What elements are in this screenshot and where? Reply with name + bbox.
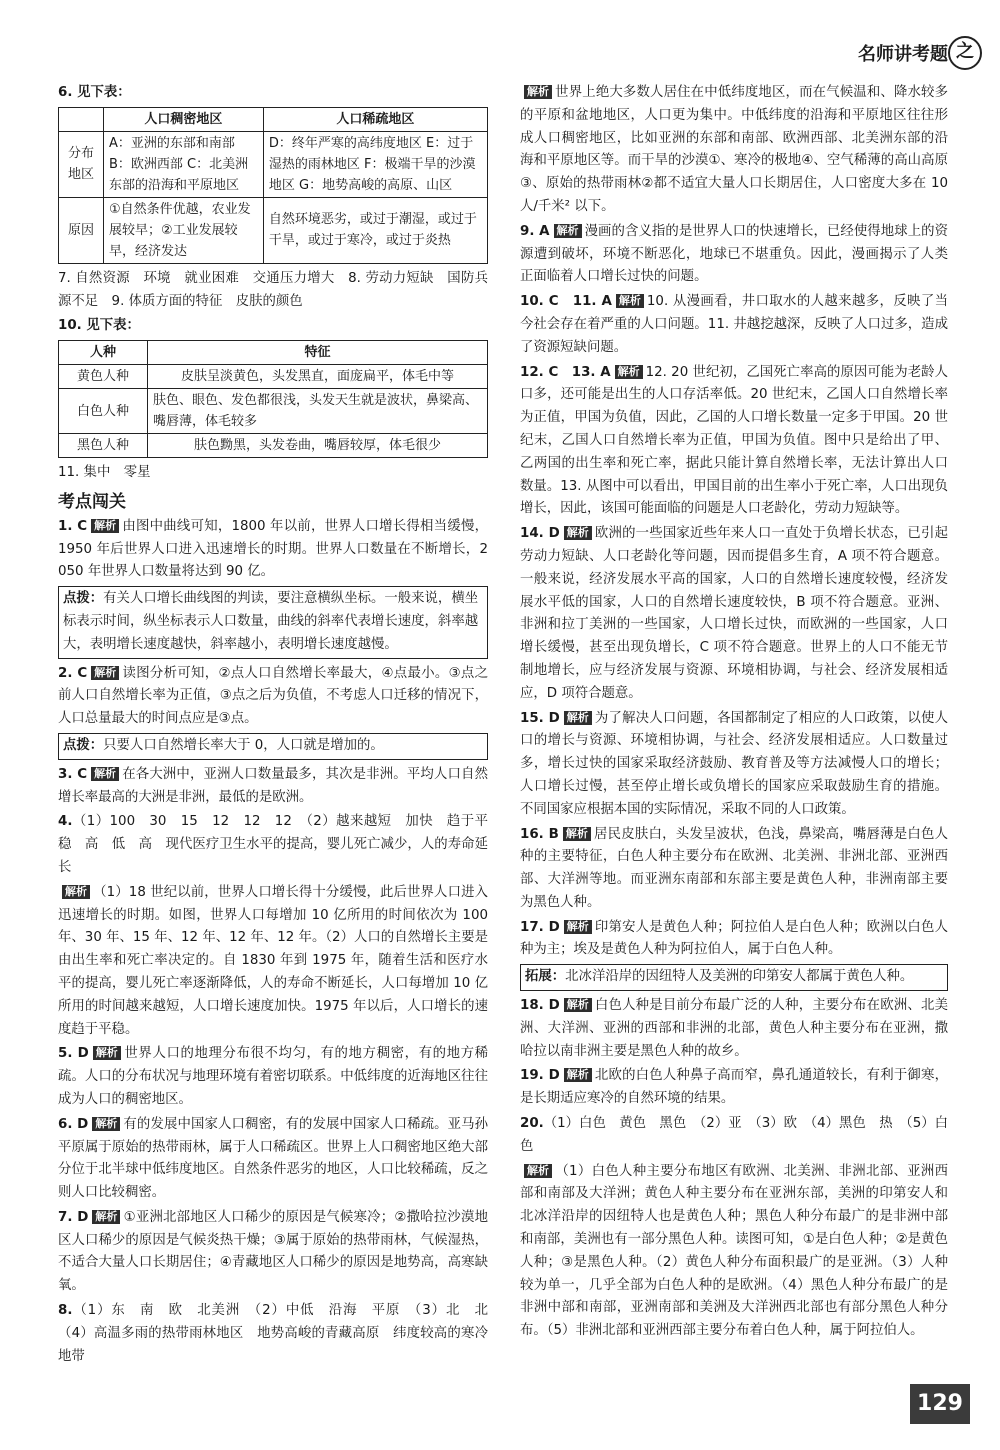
extension-box: 拓展：北冰洋沿岸的因纽特人及美洲的印第安人都属于黄色人种。 [520,964,948,991]
jiexi-tag: 解析 [564,526,592,540]
jiexi-tag: 解析 [616,294,644,308]
answer-4-explanation: 解析 （1）18 世纪以前，世界人口增长得十分缓慢，此后世界人口进入迅速增长的时期。如图，世界人口每增加 10 亿所用的时间依次为 100 年、30 年、15 年、12 年、12 年、12 年。（2）人口的自然增长主要是由出生率和死亡率决定的。自 1830 年到 1975 年，随着生活和医疗水平的提高，婴儿死亡率逐渐降低，人的寿命不断延长，人口每增加 10 亿所用的时间越来越短，人口增长速度加快。1975 年以后，人口增长的速度趋于平稳。 [58,884,488,1037]
jiexi-tag: 解析 [91,666,119,680]
answer-15: 15. D 解析 为了解决人口问题，各国都制定了相应的人口政策，以使人口的增长与资源、环境相协调，与社会、经济发展相适应。人口数量过多，增长过快的国家采取经济鼓励、教育普及等方法减慢人口的增长；人口增长过慢，甚至停止增长或负增长的国家应采取鼓励生育的措施。不同国家应根据本国的实际情况，采取不同的人口政策。 [520,710,949,817]
q7-answer: 7. 自然资源 环境 就业困难 交通压力增大 8. 劳动力短缺 国防兵源不足 9. 体质方面的特征 皮肤的颜色 [58,270,488,309]
q11-answer: 11. 集中 零星 [58,465,151,481]
cell-sparse-areas: D：终年严寒的高纬度地区 E：过于湿热的雨林地区 F：极端干旱的沙漠地区 G：地势高峻的高原、山区 [263,131,487,197]
answer-20-explanation: 解析 （1）白色人种主要分布地区有欧洲、北美洲、非洲北部、亚洲西部和南部及大洋洲；黄色人种主要分布在亚洲东部，美洲的印第安人和北冰洋沿岸的因纽特人也是黄色人种；黑色人种分布最广的是非洲中部和南部，美洲也有一部分黑色人种。读图可知，①是白色人种；②是黄色人种；③是黑色人种。（2）黄色人种分布面积最广的是亚洲。（3）人种较为单一，几乎全部为白色人种的是欧洲。（4）黑色人种分布最广的是非洲中部和南部，亚洲南部和美洲及大洋洲西北部也有部分黑色人种分布。（5）非洲北部和亚洲西部主要分布着白色人种，属于阿拉伯人。 [520,1163,948,1339]
answer-12-13: 12. C 13. A 解析 12. 20 世纪初，乙国死亡率高的原因可能为老龄人口多，还可能是出生的人口存活率低。20 世纪末，乙国人口自然增长率为正值，甲国为负值，因此，乙国的人口增长数量一定多于甲国。20 世纪末，乙国人口自然增长率为正值，甲国为负值。图中只是给出了甲、乙两国的出生率和死亡率，据此只能计算自然增长率，无法计算出人口数量。13. 从图中可以看出，甲国目前的出生率小于死亡率，人口出现负增长，因此，该国可能面临的问题是人口老龄化，劳动力短缺等。 [520,364,948,517]
answer-4: 4.（1）100 30 15 12 12 12 （2）越来越短 加快 趋于平稳 高 低 高 现代医疗卫生水平的提高，婴儿死亡减少，人的寿命延长 [58,814,488,875]
jiexi-tag: 解析 [91,767,119,781]
answer-8-explanation: 解析 世界上绝大多数人居住在中低纬度地区，而在气候温和、降水较多的平原和盆地地区，人口更为集中。中低纬度的沿海和平原地区往往形成人口稠密地区，比如亚洲的东部和南部、欧洲西部、北美洲东部的沿海和平原地区等。而干旱的沙漠①、寒冷的极地④、空气稀薄的高山高原③、原始的热带雨林②都不适宜大量人口长期居住，人口密度大多在 10 人/千米² 以下。 [520,85,948,214]
jiexi-tag: 解析 [564,711,592,725]
answer-17: 17. D 解析 印第安人是黄色人种；阿拉伯人是白色人种；欧洲以白色人种为主；埃及是黄色人种为阿拉伯人，属于白色人种。 [520,919,949,958]
feature-black: 肤色黝黑，头发卷曲，嘴唇较厚，体毛很少 [148,434,488,458]
jiexi-tag: 解析 [564,998,592,1012]
tip-box-1: 点拨：有关人口增长曲线图的判读，要注意横纵坐标。一般来说，横坐标表示时间，纵坐标表示人口数量，曲线的斜率代表增长速度，斜率越大，表明增长速度越快，斜率越小，表明增长速度越慢。 [58,586,488,658]
tip-box-2: 点拨：只要人口自然增长率大于 0，人口就是增加的。 [58,733,488,760]
answer-10-11: 10. C 11. A 解析 10. 从漫画看，井口取水的人越来越多，反映了当今社会存在着严重的人口问题。11. 井越挖越深，反映了人口过多，造成了资源短缺问题。 [520,294,948,355]
answer-1: 1. C 解析 由图中曲线可知，1800 年以前，世界人口增长得相当缓慢，1950 年后世界人口进入迅速增长的时期。世界人口数量在不断增长，2050 年世界人口数量将达到 90 亿。 [58,518,488,580]
cell-dense-reason: ①自然条件优越，农业发展较早；②工业发展较早，经济发达 [104,197,264,263]
answer-7: 7. D 解析 ①亚洲北部地区人口稀少的原因是气候寒冷；②撒哈拉沙漠地区人口稀少的原因是气候炎热干燥；③属于原始的热带雨林，气候湿热，不适合大量人口长期居住；④青藏地区人口稀少的原因是地势高，高寒缺氧。 [58,1209,488,1294]
section-title: 考点闯关 [58,491,126,512]
answer-6: 6. D 解析 有的发展中国家人口稠密，有的发展中国家人口稀疏。亚马孙平原属于原始的热带雨林，属于人口稀疏区。世界上人口稠密地区绝大部分位于北半球中低纬度地区。自然条件恶劣的地区，人口比较稀疏，反之则人口比较稠密。 [58,1116,489,1201]
jiexi-tag: 解析 [615,365,643,379]
jiexi-tag: 解析 [524,1164,552,1178]
table-head-sparse: 人口稀疏地区 [263,107,487,131]
cell-sparse-reason: 自然环境恶劣，或过于潮湿，或过于干旱，或过于寒冷，或过于炎热 [263,197,487,263]
answer-5: 5. D 解析 世界人口的地理分布很不均匀，有的地方稠密，有的地方稀疏。人口的分布状况与地理环境有着密切联系。中低纬度的近海地区往往成为人口的稠密地区。 [58,1046,489,1107]
race-table [58,340,488,458]
jiexi-tag: 解析 [62,885,90,899]
jiexi-tag: 解析 [92,1210,120,1224]
feature-head: 特征 [148,341,488,365]
jiexi-tag: 解析 [524,85,552,99]
row-label-reason: 原因 [59,197,104,263]
q6-intro: 6. 见下表： [58,85,131,100]
race-white: 白色人种 [59,389,148,434]
answer-19: 19. D 解析 北欧的白色人种鼻子高而窄，鼻孔通道较长，有利于御寒，是长期适应寒冷的自然环境的结果。 [520,1068,949,1107]
feature-white: 肤色、眼色、发色都很浅，头发天生就是波状，鼻梁高、嘴唇薄，体毛较多 [148,389,488,434]
feature-yellow: 皮肤呈淡黄色，头发黑直，面庞扁平，体毛中等 [148,365,488,389]
answer-9: 9. A 解析 漫画的含义指的是世界人口的快速增长，已经使得地球上的资源遭到破坏，环境不断恶化，地球已不堪重负。因此，漫画揭示了人类正面临着人口增长过快的问题。 [520,223,949,285]
answer-18: 18. D 解析 白色人种是目前分布最广泛的人种，主要分布在欧洲、北美洲、大洋洲、亚洲的西部和非洲的北部，黄色人种主要分布在亚洲，撒哈拉以南非洲主要是黑色人种的故乡。 [520,998,949,1059]
page-number: 129 [910,1384,970,1424]
answer-14: 14. D 解析 欧洲的一些国家近些年来人口一直处于负增长状态，已引起劳动力短缺、人口老龄化等问题，因而提倡多生育，A 项不符合题意。一般来说，经济发展水平高的国家，人口的自然增长速度较慢，经济发展水平低的国家，人口的自然增长速度较快，B 项不符合题意。亚洲、非洲和拉丁美洲的一些国家，人口增长过快，而欧洲的一些国家，人口增长缓慢，甚至出现负增长，C 项不符合题意。世界上的人口不能无节制地增长，应与经济发展与资源、环境相协调，与社会、经济发展相适应，D 项符合题意。 [520,526,949,701]
jiexi-tag: 解析 [563,827,591,841]
cell-dense-areas: A：亚洲的东部和南部 B：欧洲西部 C：北美洲东部的沿海和平原地区 [104,131,264,197]
answer-2: 2. C 解析 读图分析可知，②点人口自然增长率最大，④点最小。③点之前人口自然增长率为正值，③点之后为负值，不考虑人口迁移的情况下，人口总量最大的时间点应是③点。 [58,665,488,727]
jiexi-tag: 解析 [92,1117,120,1131]
table-corner [59,107,104,131]
jiexi-tag: 解析 [564,1068,592,1082]
race-yellow: 黄色人种 [59,365,148,389]
brand-title: 名师讲考题 [858,44,948,65]
brand-logo-icon: 之 [948,36,982,70]
population-density-table [58,107,488,264]
jiexi-tag: 解析 [93,1046,121,1060]
answer-8: 8.（1）东 南 欧 北美洲 （2）中低 沿海 平原 （3）北 北 （4）高温多雨的热带雨林地区 地势高峻的青藏高原 纬度较高的寒冷地带 [58,1303,502,1364]
right-column [520,82,948,1345]
answer-20: 20.（1）白色 黄色 黑色 （2）亚 （3）欧 （4）黑色 热 （5）白色 [520,1116,948,1154]
row-label-distribution: 分布地区 [59,131,104,197]
answer-3: 3. C 解析 在各大洲中，亚洲人口数量最多，其次是非洲。平均人口自然增长率最高的大洲是非洲，最低的是欧洲。 [58,766,488,805]
table-head-dense: 人口稠密地区 [104,107,264,131]
answer-16: 16. B 解析 居民皮肤白，头发呈波状，色浅，鼻梁高，嘴唇薄是白色人种的主要特征，白色人种主要分布在欧洲、北美洲、非洲北部、亚洲西部、大洋洲等地。而亚洲东南部和东部主要是黄色人种，非洲南部主要为黑色人种。 [520,826,949,910]
left-column [58,82,502,1370]
race-black: 黑色人种 [59,434,148,458]
q10-intro: 10. 见下表： [58,318,140,334]
race-head: 人种 [59,341,148,365]
jiexi-tag: 解析 [91,519,119,533]
jiexi-tag: 解析 [554,224,582,238]
jiexi-tag: 解析 [564,920,592,934]
